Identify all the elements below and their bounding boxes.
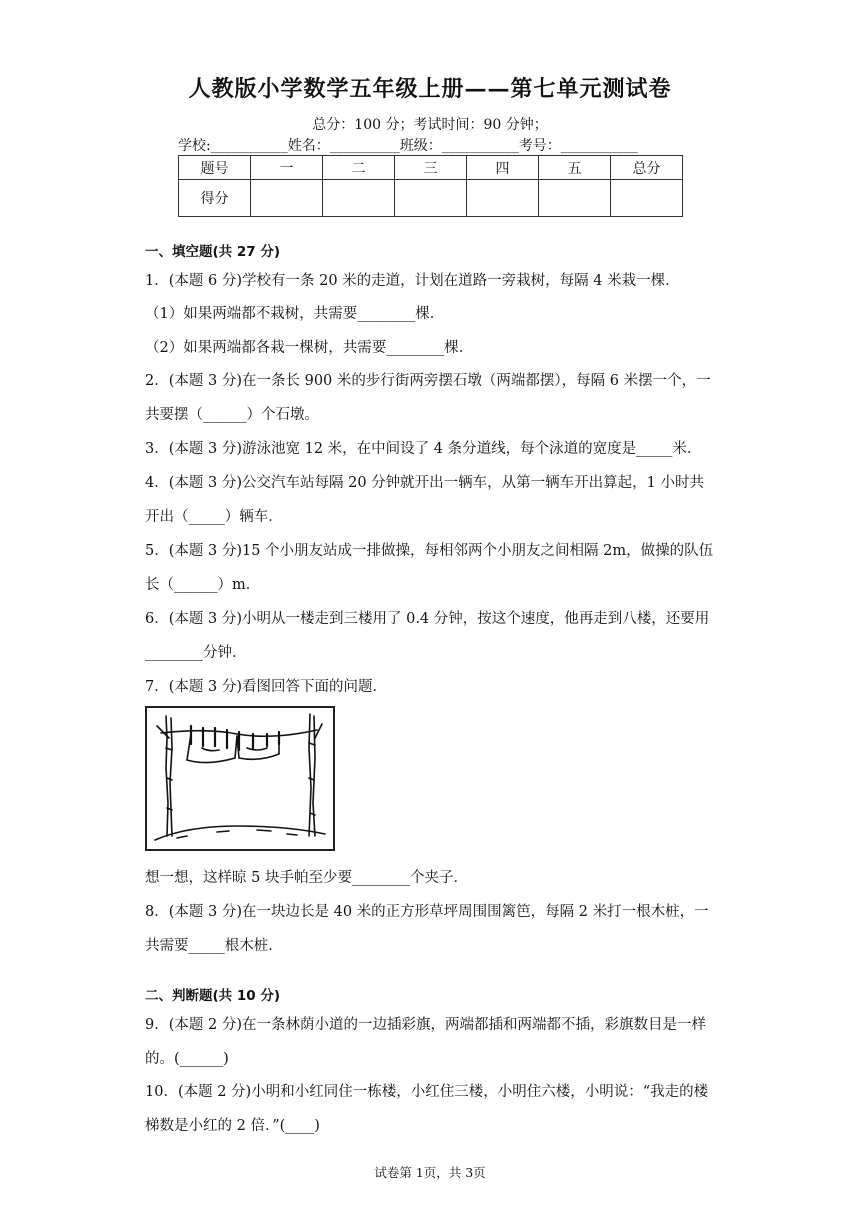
question-7: 7．(本题 3 分)看图回答下面的问题． [145, 679, 387, 695]
question-2-line-2: 共要摆（______）个石墩。 [145, 407, 319, 423]
page-footer: 试卷第 1页，共 3页 [374, 1165, 486, 1180]
question-6-line-1: 6．(本题 3 分)小明从一楼走到三楼用了 0.4 分钟，按这个速度，他再走到八楼，还要用 [145, 611, 710, 627]
score-input-cell[interactable] [611, 180, 683, 217]
id-label: 考号： [518, 138, 561, 154]
question-2-line-1: 2．(本题 3 分)在一条长 900 米的步行街两旁摆石墩（两端都摆），每隔 6 米摆一个，一 [145, 373, 711, 389]
question-5-line-2: 长（______）m． [145, 577, 261, 593]
score-table-cell: 总分 [611, 156, 683, 180]
question-4-line-1: 4．(本题 3 分)公交汽车站每隔 20 分钟就开出一辆车，从第一辆车开出算起，1 小时共 [145, 475, 704, 491]
question-1-part-1: （1）如果两端都不栽树，共需要________棵． [145, 306, 445, 322]
section-heading-fill: 一、填空题(共 27 分) [145, 244, 281, 260]
score-input-cell[interactable] [539, 180, 611, 217]
class-label: 班级： [399, 138, 442, 154]
section-heading-judge: 二、判断题(共 10 分) [145, 988, 281, 1004]
question-4-line-2: 开出（_____）辆车． [145, 509, 283, 525]
student-info-line [178, 135, 638, 155]
question-8-line-1: 8．(本题 3 分)在一块边长是 40 米的正方形草坪周围围篱笆，每隔 2 米打一根木桩，一 [145, 904, 709, 920]
score-table-cell: 四 [467, 156, 539, 180]
question-1-part-2: （2）如果两端都各栽一棵树，共需要________棵． [145, 340, 474, 356]
score-table-cell: 题号 [179, 156, 251, 180]
question-6-line-2: ________分钟． [145, 645, 247, 661]
score-input-cell[interactable] [251, 180, 323, 217]
school-label: 学校: [178, 138, 211, 154]
score-table-cell: 二 [323, 156, 395, 180]
score-input-cell[interactable] [467, 180, 539, 217]
exam-subtitle: 总分：100 分；考试时间：90 分钟； [312, 117, 548, 133]
question-5-line-1: 5．(本题 3 分)15 个小朋友站成一排做操，每相邻两个小朋友之间相隔 2m，做操的队伍 [145, 543, 714, 559]
question-9-line-1: 9．(本题 2 分)在一条林荫小道的一边插彩旗，两端都插和两端都不插，彩旗数目是一样 [145, 1017, 706, 1033]
exam-title: 人教版小学数学五年级上册——第七单元测试卷 [188, 76, 672, 102]
score-table-cell: 一 [251, 156, 323, 180]
score-row-label: 得分 [179, 180, 251, 217]
question-7-followup: 想一想，这样晾 5 块手帕至少要________个夹子． [145, 870, 468, 886]
name-label: 姓名： [287, 138, 330, 154]
score-input-cell[interactable] [395, 180, 467, 217]
question-3: 3．(本题 3 分)游泳池宽 12 米，在中间设了 4 条分道线，每个泳道的宽度是_____米． [145, 441, 702, 457]
question-10-line-2: 梯数是小红的 2 倍．”(____) [145, 1118, 320, 1134]
score-input-cell[interactable] [323, 180, 395, 217]
question-1: 1．(本题 6 分)学校有一条 20 米的走道，计划在道路一旁栽树，每隔 4 米栽一棵． [145, 273, 680, 289]
score-table-cell: 三 [395, 156, 467, 180]
question-9-line-2: 的。(______) [145, 1051, 229, 1067]
school-blank: ___________ [210, 138, 288, 154]
score-table [178, 155, 683, 217]
clothesline-drawing [147, 708, 333, 849]
name-blank: __________ [329, 138, 400, 154]
class-blank: ___________ [441, 138, 519, 154]
score-table-header-row [179, 156, 683, 180]
score-table-cell: 五 [539, 156, 611, 180]
question-8-line-2: 共需要_____根木桩． [145, 938, 283, 954]
clothesline-figure [145, 706, 335, 851]
question-10-line-1: 10．(本题 2 分)小明和小红同住一栋楼，小红住三楼，小明住六楼，小明说：“我走的楼 [145, 1084, 709, 1100]
score-table-score-row [179, 180, 683, 217]
id-blank: ___________ [560, 138, 638, 154]
